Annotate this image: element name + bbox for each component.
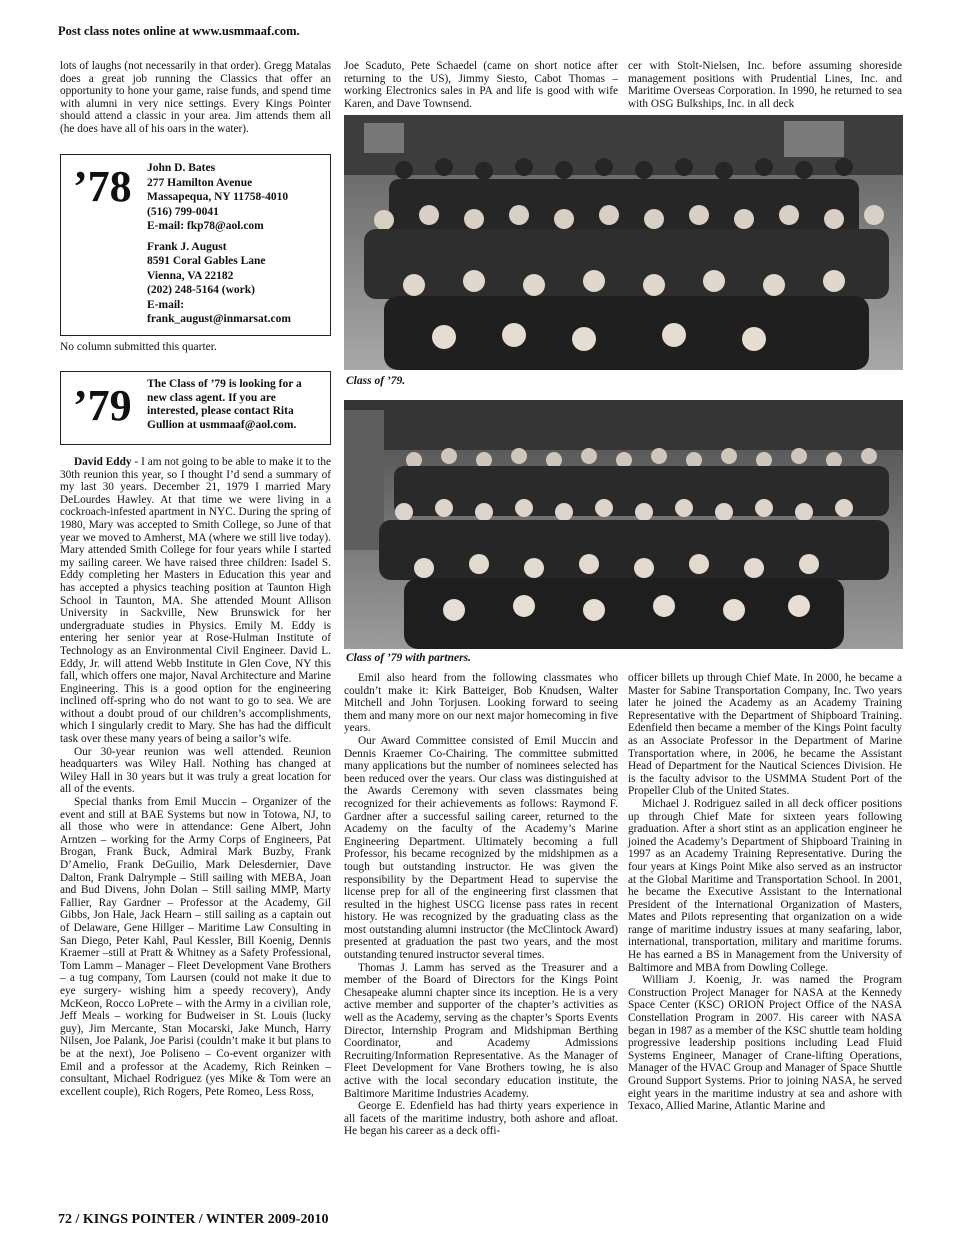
class-79-agent-notice	[147, 378, 322, 432]
page-header: Post class notes online at www.usmmaaf.com.	[58, 24, 300, 38]
col3-top-text: cer with Stolt-Nielsen, Inc. before assuming shoreside management positions with Prudential Lines, Inc. and Maritime Overseas Corporation. In 1990, he returned to sea with OSG Bulkships, Inc. in all deck	[628, 60, 902, 110]
photo-illustration	[344, 400, 903, 649]
class-78-box	[60, 154, 331, 336]
column-3-body	[628, 672, 902, 1113]
column-2-body	[344, 672, 618, 1138]
agent-line: 8591 Coral Gables Lane	[147, 255, 266, 267]
paragraph-absent-classmates: Emil also heard from the following classmates who couldn’t make it: Kirk Batteiger, Bob Knudsen, Walter Mitchell and John Torjusen. Looking forward to seeing them and many more on our next major homecoming in five years.	[344, 672, 618, 735]
photo-illustration	[344, 115, 903, 370]
column-1-body	[60, 456, 331, 1098]
class-agent-78-1	[147, 161, 322, 234]
col2-top-text: Joe Scaduto, Pete Schaedel (came on short notice after returning to the US), Jimmy Siesto, Cabot Thomas – working Electronics sales in PA and life is good with wife Karen, and Dave Townsend.	[344, 60, 618, 110]
agent-line: (202) 248-5164 (work)	[147, 284, 255, 296]
no-column-note: No column submitted this quarter.	[60, 341, 217, 353]
page-footer: 72 / KINGS POINTER / WINTER 2009-2010	[58, 1212, 329, 1227]
paragraph-george-edenfield: George E. Edenfield has had thirty years experience in all facets of the maritime industry, both ashore and afloat. He began his career as a deck offi-	[344, 1100, 618, 1138]
agent-line: 277 Hamilton Avenue	[147, 176, 253, 189]
notice-line: interested, please contact Rita	[147, 405, 294, 417]
notice-line[interactable]: Gullion at usmmaaf@aol.com.	[147, 418, 297, 431]
paragraph-edenfield-continued: officer billets up through Chief Mate. In 2000, he became a Master for Sabine Transportation Company, Inc. Two years later he joined the Academy as an Academy Training Representative with the Department of Shipboard Training. Edenfield then became a member of the Kings Point faculty as an Associate Professor in the Department of Marine Transportation where, in 2006, he became the Assistant Head of Department for the Nautical Sciences Division. He is the faculty advisor to the USMMA Student Port of the Propeller Club of the United States.	[628, 672, 902, 798]
column-2-top	[344, 60, 618, 110]
agent-line: Massapequa, NY 11758-4010	[147, 191, 289, 203]
class-79-partners-photo	[344, 400, 903, 649]
paragraph-attendees: Special thanks from Emil Muccin – Organizer of the event and still at BAE Systems but now in Totowa, NJ, to all those who were in attendance: Gene Albert, John Arntzen – working for the Army Corps of Engineers, Pat Brogan, Frank Buck, Admiral Mark Buzby, Frank D’Amelio, Frank DeGuilio, Mark Delesdernier, Dave Dalton, Frank Dalrymple – Still sailing with MEBA, Joan and Bud Divens, John Dolan – Still sailing MMP, Marty Fallier, Ray Gardner – Professor at the Academy, Gil Gibbs, Jon Hale, Jack Hearn – still sailing as a captain out of Delaware, Gene Hillger – Maritime Law Consulting in San Diego, Peter Kahl, Paul Kessler, Bill Koenig, Dennis Kraemer –still at Pratt & Whitney as a Safety Professional, Tom Lamm – Manager – Fleet Development Vane Brothers – a tug company, Tom Laursen (could not make it due to eye surgery- wishing him a speedy recovery), Andy McKeon, Rocco LoPrete – with the Army in a civilian role, Jeff Meals – working for Budweiser in St. Louis (lucky guy), Jim Mercante, Stan Mocarski, Jake Munch, Harry Nilsen, Joe Palank, Joe Parisi (couldn’t make it but plans to be at the next), Joe Poliseno – Co-event organizer with Emil and a professor at the Academy, Rich Reinken – consultant, Michael Rodriguez (yes Mike & Tom were an excellent couple), Rich Rogers, Pete Romeo, Less Ross,	[60, 796, 331, 1098]
paragraph-award-committee: Our Award Committee consisted of Emil Muccin and Dennis Kraemer Co-Chairing. The committee submitted many applications but the number of nominees selected has been reduced over the years. Our class was distinguished at the Awards Ceremony with seven classmates being recognized for their achievements as follows: Raymond F. Gardner after a successful sailing career, returned to the Academy on the faculty of the Academy’s Marine Engineering Department. Ultimately becoming a full Professor, his became recognized by the midshipmen as a tough but outstanding instructor. He was given the responsibility by the Department Head to supervise the license prep for all of the engineering first classmen that resulted in the highest USCG license pass rates in recent history. He was recognized by the graduating class as the most outstanding alumni instructor (the McClintock Award) presented at graduation the past two years, and the most outstanding tenured instructor several times.	[344, 734, 618, 962]
class-79-box	[60, 371, 331, 445]
paragraph-william-koenig: William J. Koenig, Jr. was named the Program Construction Project Manager for NASA at the Kennedy Space Center (KSC) ORION Project Office of the NASA Constellation Program in 2007. His career with NASA began in 1987 as a member of the KSC shuttle team holding progressive leadership positions including Lead Fluid Systems Engineer, Manager of Crane-lifting Operations, Manager of the HVAC Group and Manager of Space Shuttle Ground Support Systems. Prior to joining NASA, he served eight years in the maritime industry at sea and ashore with Texaco, Allied Marine, Atlantic Marine and	[628, 974, 902, 1113]
paragraph-david-eddy	[60, 456, 331, 746]
class-agent-78-2	[147, 240, 322, 327]
paragraph-reunion: Our 30-year reunion was well attended. Reunion headquarters was Wiley Hall. Nothing has changed at Wiley Hall in 30 years but it was truly a great location for all of the events.	[60, 745, 331, 796]
paragraph-michael-rodriguez: Michael J. Rodriguez sailed in all deck officer positions up through Chief Mate for sixteen years following graduation. After a short stint as an application engineer he joined the Academy’s Department of Shipboard Training in 1997 as an Academy Training Representative. During the four years at Kings Point Mike also served as an instructor at the Global Maritime and Transportation School. In 2001, he became the Executive Assistant to the International President of the International Organization of Masters, Mates and Pilots representing that organization on a wide range of maritime industry issues at many seafaring, labor, international, transportation, military and maritime forums. He has earned a BS in Management from the University of Baltimore and MBA from Dowling College.	[628, 797, 902, 974]
class-79-group-photo	[344, 115, 903, 370]
paragraph-thomas-lamm: Thomas J. Lamm has served as the Treasurer and a member of the Board of Directors for the Kings Point Chesapeake alumni chapter since its inception. He is a very active member and supporter of the chapter’s activities as well as the Academy, serving as the chapter’s Sports Events Director, Internship Program and Midshipman Berthing Coordinator, and Academy Admissions Recruiting/Information Representative. As the Manager of Fleet Development for Vane Brothers towing, he is also active with the local secondary education institute, the Baltimore Maritime Industries Academy.	[344, 961, 618, 1100]
agent-line: E-mail:	[147, 298, 185, 311]
agent-line: John D. Bates	[147, 162, 216, 174]
photo1-caption: Class of ’79.	[346, 375, 406, 387]
class-year-79: ’79	[73, 381, 132, 430]
notice-line: new class agent. If you are	[147, 391, 276, 404]
column-3-top	[628, 60, 902, 110]
agent-line: Frank J. August	[147, 240, 227, 253]
col1-top-text: lots of laughs (not necessarily in that order). Gregg Matalas does a great job running the Classics that offer an opportunity to hone your game, raise funds, and spend time with alumni in very nice settings. Every Kings Pointer should attend a classic in your area. Jim attends them all (he does have all of his oars in the water).	[60, 60, 331, 135]
name-bold: David Eddy	[74, 456, 132, 468]
paragraph-text: - I am not going to be able to make it to the 30th reunion this year, so I thought I’d send a summary of my last 30 years. December 21, 1979 I married Mary DeLourdes Hawley. At that time we were living in a cockroach-infested apartment in NYC. During the spring of 1980, Mary was accepted to Smith College, so June of that year we moved to Amherst, MA (where we still live today). Mary attended Smith College for four years while I started my sailing career. We have raised three children: Isadel S. Eddy completing her Masters in Education this year and has accepted a physics teaching position at Taunton High School in Taunton, MA. She attended Mount Allison University in Sackville, New Brunswick for her undergraduate studies in Physics. Emily M. Eddy is entering her senior year at Rose-Hulman Institute of Technology as an Environmental Civil Engineer. David L. Eddy, Jr. will attend Webb Institute in Glen Cove, NY this fall, which offers one major, Naval Architecture and Marine Engineering. This is a good option for the engineering inclined off-spring who do not want to go to sea. We are without a doubt proud of our children’s accomplishments, which I singularly credit to Mary. She has had the difficult task over these many years of being a sailor’s wife.	[60, 456, 332, 746]
notice-line: The Class of ’79 is looking for a	[147, 378, 302, 390]
class-year-78: ’78	[73, 162, 132, 211]
agent-email[interactable]: frank_august@inmarsat.com	[147, 313, 291, 325]
photo2-caption: Class of ’79 with partners.	[346, 652, 471, 664]
column-1-top	[60, 60, 331, 136]
agent-line: Vienna, VA 22182	[147, 269, 234, 282]
agent-line: (516) 799-0041	[147, 205, 219, 218]
agent-email[interactable]: E-mail: fkp78@aol.com	[147, 220, 264, 232]
